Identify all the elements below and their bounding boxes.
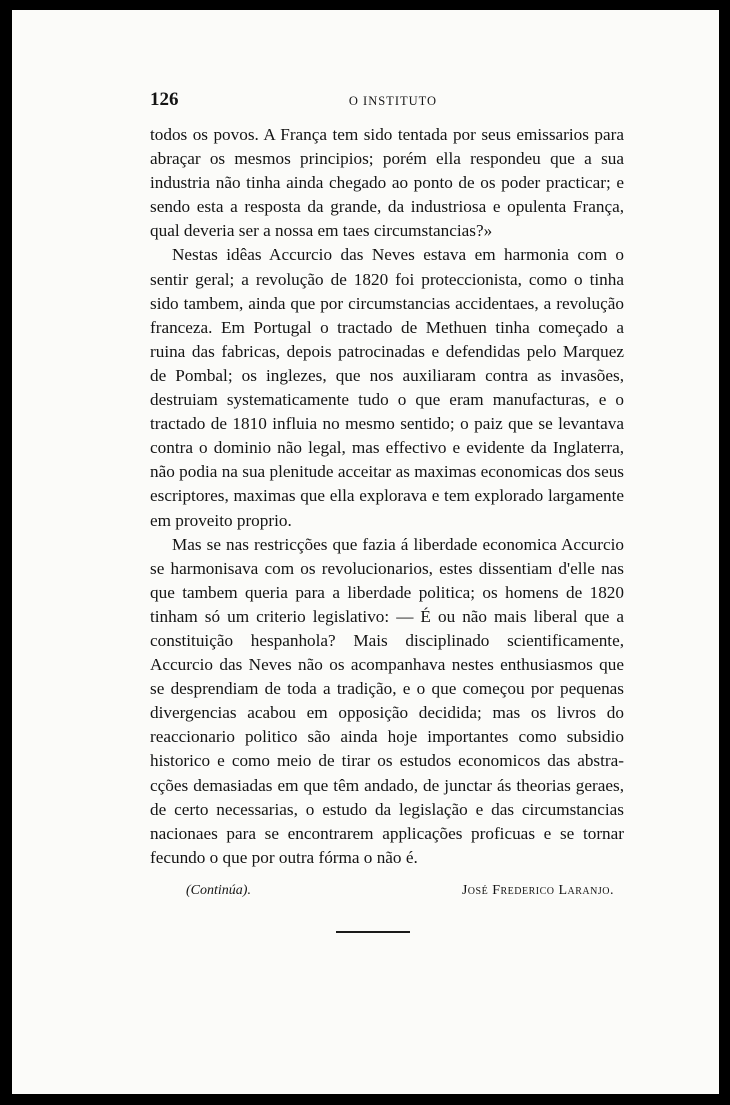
paragraph-continued: todos os povos. A França tem sido tentada por seus emissarios para abraçar os mesmos principios; porém ella respondeu que a sua industria não tinha ainda chegado ao ponto de os poder practicar; e sendo esta a resposta da grande, da industriosa e opulenta França, qual deveria ser a nossa em taes circumstancias?»	[150, 125, 624, 241]
author-signature: José Frederico Laranjo.	[461, 883, 614, 898]
continued-note: (Continúa).	[186, 883, 251, 898]
signature-line	[150, 883, 624, 907]
paragraph-accurcio-harmonia: Nestas idêas Accurcio das Neves estava em harmonia com o sentir geral; a revolução de 1820 foi proteccionista, como o tinha sido tambem, ainda que por circumstancias accidentaes, a revolução franceza. Em Portugal o tractado de Methuen tinha começado a ruina das fabricas, depois patrocinadas e defendidas pelo Marquez de Pombal; os inglezes, que nos auxiliaram contra as invasões, destruiam systematicamente tudo o que eram manufacturas, e o tractado de 1810 influia no mesmo sentido; o paiz que se levantava contra o dominio não legal, mas effectivo e evidente da Inglaterra, não podia na sua plenitude acceitar as maximas economicas dos seus escriptores, maximas que ella explorava e tem explorado largamente em proveito proprio.	[150, 245, 624, 530]
page-number: 126	[150, 89, 179, 110]
page-header	[150, 89, 636, 115]
end-rule-divider	[336, 931, 410, 933]
running-title: O INSTITUTO	[348, 94, 438, 108]
paragraph-restriccoes: Mas se nas restricções que fazia á liberdade economica Accurcio se harmonisava com os revolucionarios, estes dissentiam d'elle nas que tambem queria para a liberdade politica; os homens de 1820 tinham só um criterio legislativo: — É ou não mais liberal que a constituição hespanhola? Mais disciplinado scientificamente, Accurcio das Neves não os acompanhava nestes enthusiasmos que se desprendiam de toda a tradição, e o que começou por pequenas divergencias acabou em opposição decidida; mas os livros do reaccionario politico são ainda hoje importantes como subsidio historico e como meio de tirar os estudos economicos das abstracções demasiadas em que têm andado, de junctar ás theorias geraes, de certo necessarias, o estudo da legislação e das circumstancias nacionaes para se encontrarem applicações proficuas e se tornar fecundo o que por outra fórma o não é.	[150, 534, 624, 867]
document-page	[12, 10, 719, 1094]
article-body	[150, 123, 624, 870]
